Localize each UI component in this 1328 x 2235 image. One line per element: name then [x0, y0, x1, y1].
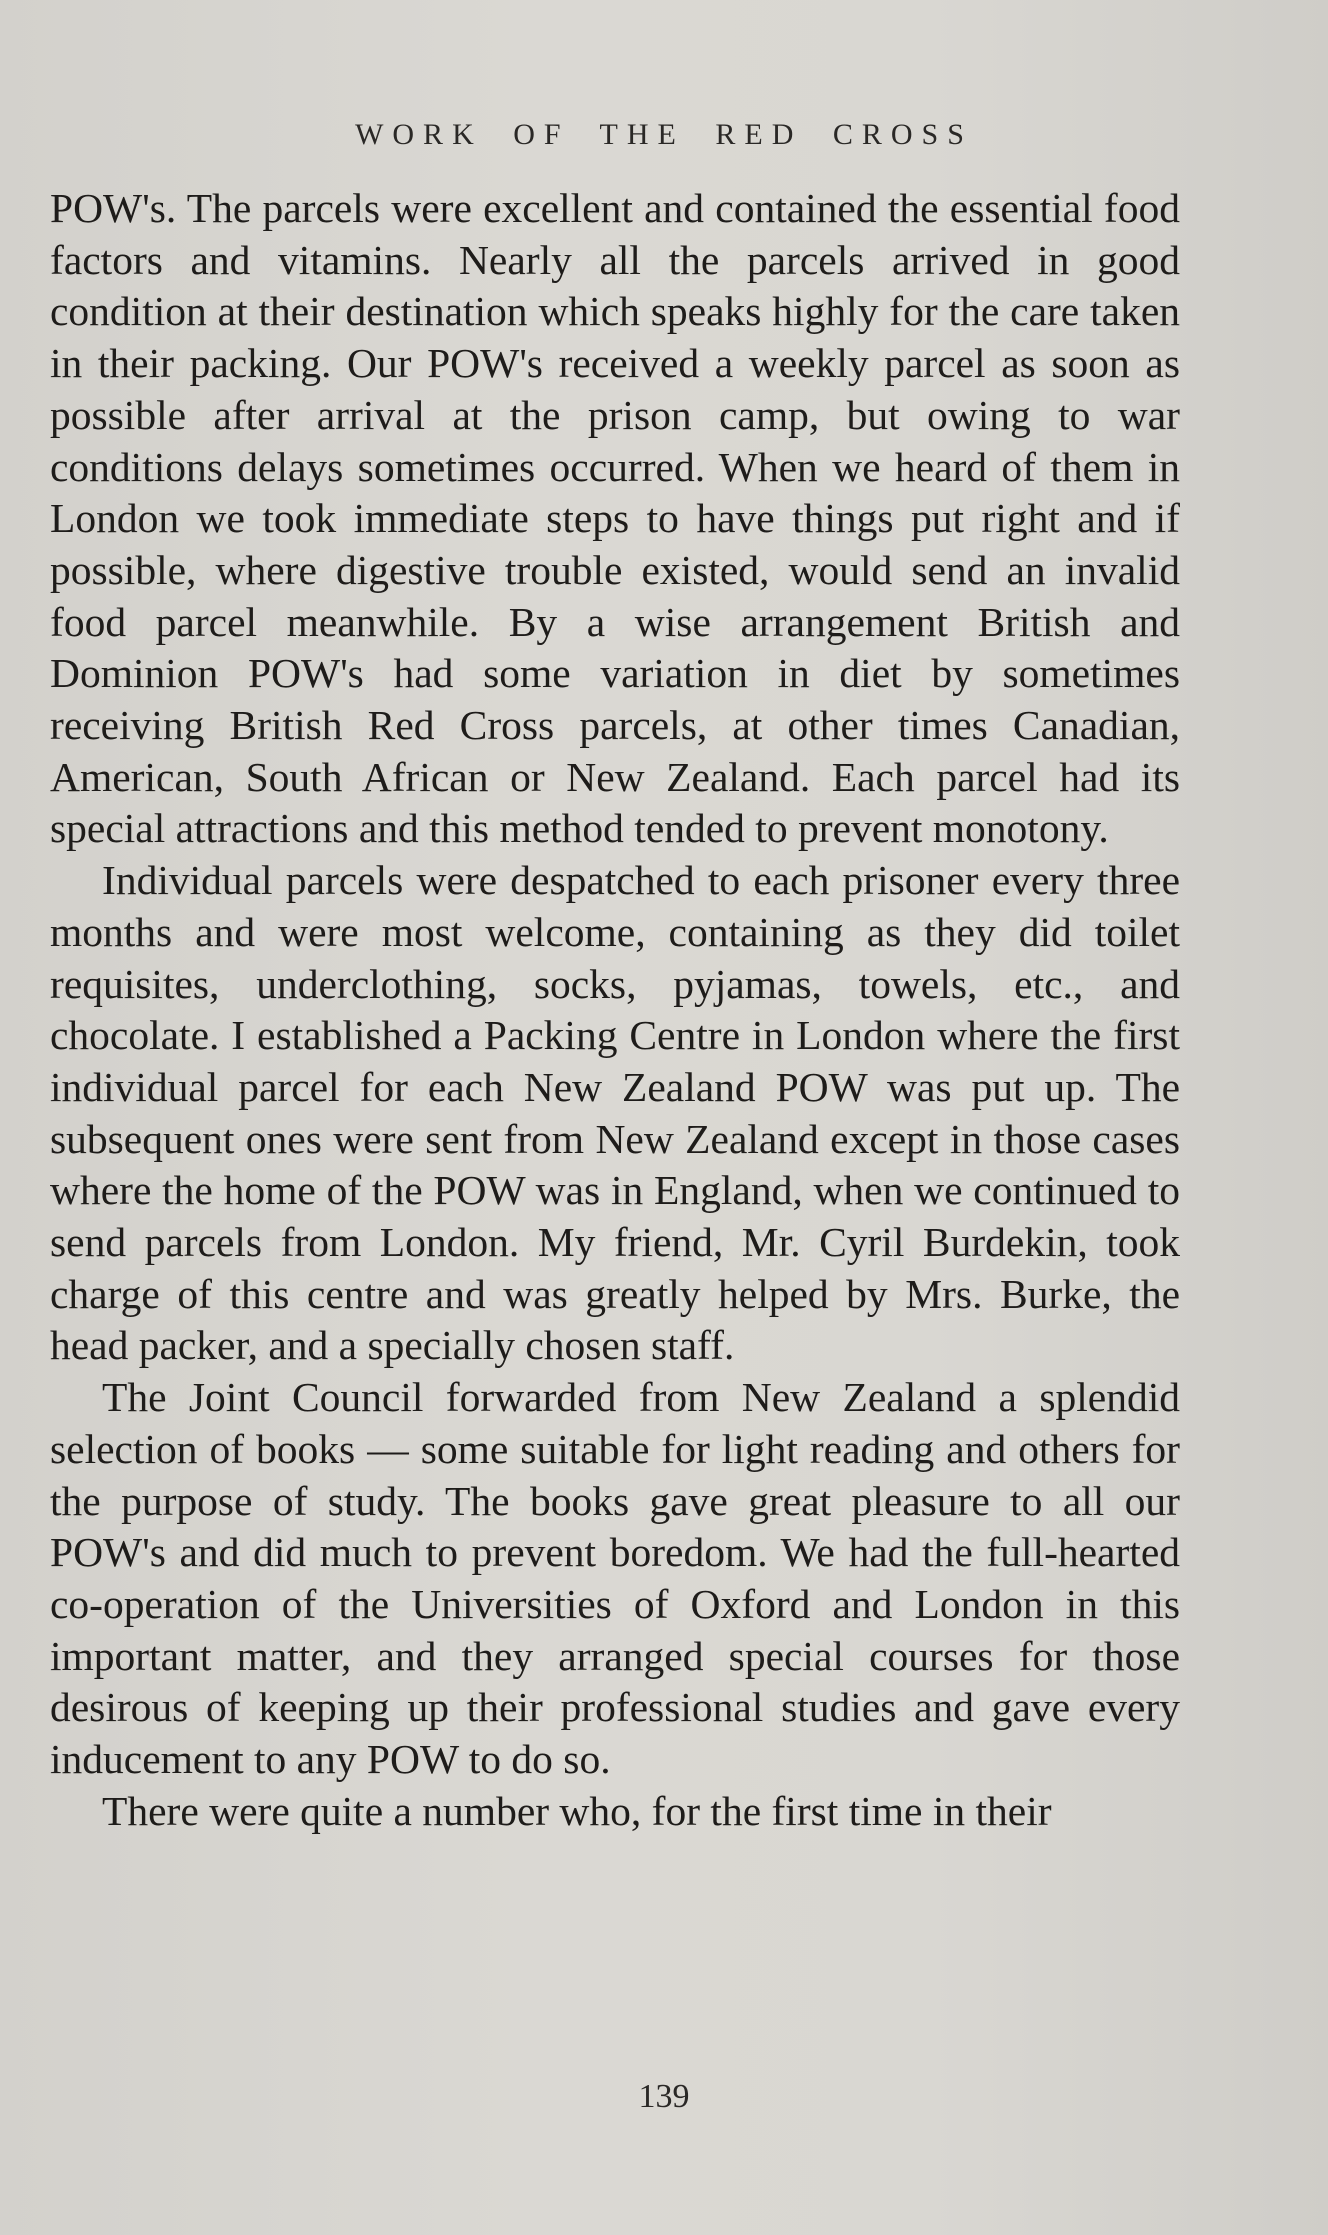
paragraph-1: POW's. The parcels were excellent and contained the essential food factors and vitamins. Nearly all the parcels arrived in good condition at their destination which speaks highly for the care taken in their packing. Our POW's received a weekly parcel as soon as possible after arrival at the prison camp, but owing to war conditions delays sometimes occurred. When we heard of them in London we took immediate steps to have things put right and if possible, where digestive trouble existed, would send an invalid food parcel meanwhile. By a wise arrangement British and Dominion POW's had some variation in diet by sometimes receiving British Red Cross parcels, at other times Canadian, American, South African or New Zealand. Each parcel had its special attractions and this method tended to prevent monotony. [50, 185, 1180, 852]
running-head: WORK OF THE RED CROSS [355, 118, 973, 151]
body-text [50, 183, 1180, 1838]
paragraph-4: There were quite a number who, for the first time in their [102, 1787, 1052, 1834]
paragraph-2: Individual parcels were despatched to each prisoner every three months and were most welcome, containing as they did toilet requisites, underclothing, socks, pyjamas, towels, etc., and chocolate. I established a Packing Centre in London where the first individual parcel for each New Zealand POW was put up. The subsequent ones were sent from New Zealand except in those cases where the home of the POW was in England, when we continued to send parcels from London. My friend, Mr. Cyril Burdekin, took charge of this centre and was greatly helped by Mrs. Burke, the head packer, and a specially chosen staff. [50, 857, 1180, 1369]
paragraph-3: The Joint Council forwarded from New Zealand a splendid selection of books — some suitable for light reading and others for the purpose of study. The books gave great pleasure to all our POW's and did much to prevent boredom. We had the full-hearted co-operation of the Universities of Oxford and London in this important matter, and they arranged special courses for those desirous of keeping up their professional studies and gave every inducement to any POW to do so. [50, 1374, 1180, 1783]
page-number: 139 [638, 2078, 690, 2115]
